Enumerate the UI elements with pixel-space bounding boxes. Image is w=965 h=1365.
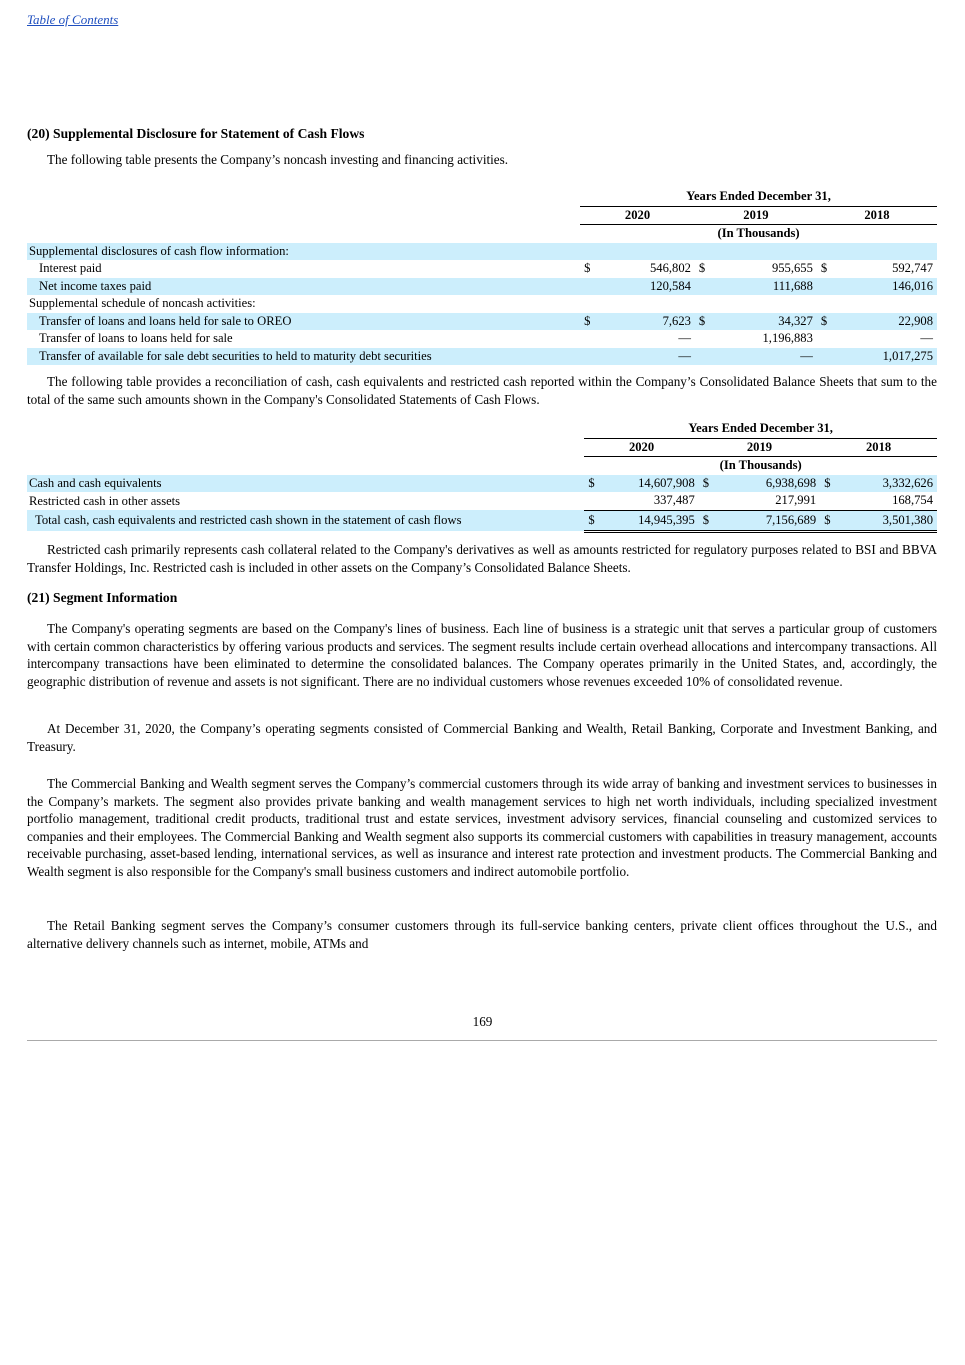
row-label: Interest paid xyxy=(39,261,102,276)
year-header-2020: 2020 xyxy=(580,206,695,225)
value-2019: 217,991 xyxy=(718,492,820,510)
row-label: Cash and cash equivalents xyxy=(27,475,584,493)
cash-reconciliation-table xyxy=(27,420,937,533)
currency-symbol: $ xyxy=(820,510,840,531)
table-row xyxy=(27,260,937,278)
period-header: Years Ended December 31, xyxy=(584,420,937,438)
units-label: (In Thousands) xyxy=(717,226,800,241)
value-2020: — xyxy=(600,348,695,366)
currency-symbol: $ xyxy=(820,261,828,276)
currency-symbol: $ xyxy=(699,475,719,493)
footer-divider xyxy=(27,1040,937,1041)
table-row xyxy=(27,330,937,348)
row-label: Transfer of loans and loans held for sale to OREO xyxy=(27,313,580,331)
total-row xyxy=(27,510,937,531)
segment-paragraph-2: At December 31, 2020, the Company’s operating segments consisted of Commercial Banking and Wealth, Retail Banking, Corporate and Investment Banking, and Treasury. xyxy=(27,721,937,754)
row-label: Net income taxes paid xyxy=(27,278,580,296)
restricted-cash-text: Restricted cash primarily represents cash collateral related to the Company's derivatives as well as amounts restricted for regulatory purposes related to BSI and BBVA Transfer Holdings, Inc. Restricted cash is included in other assets on the Company’s Consolidated Balance Sheets. xyxy=(27,542,937,575)
value-2018: — xyxy=(920,331,933,346)
row-label: Supplemental disclosures of cash flow information: xyxy=(27,243,580,261)
value-2020: 7,623 xyxy=(600,313,695,331)
table-row xyxy=(27,313,937,331)
table-row xyxy=(27,492,937,510)
table-row xyxy=(27,348,937,366)
noncash-activities-table xyxy=(27,188,937,365)
value-2019 xyxy=(715,243,817,261)
year-header-2019: 2019 xyxy=(695,206,817,225)
section-20-intro: The following table presents the Company’s noncash investing and financing activities. xyxy=(47,152,509,167)
currency-symbol: $ xyxy=(584,261,591,276)
currency-symbol: $ xyxy=(817,313,837,331)
total-2019: 7,156,689 xyxy=(718,510,820,531)
value-2020: 546,802 xyxy=(649,261,691,276)
table-row xyxy=(27,243,937,261)
currency-symbol: $ xyxy=(695,313,715,331)
value-2018: 22,908 xyxy=(837,313,937,331)
value-2020: — xyxy=(678,331,691,346)
units-label: (In Thousands) xyxy=(719,458,802,473)
currency-symbol: $ xyxy=(820,475,840,493)
value-2020 xyxy=(600,243,695,261)
value-2019: 6,938,698 xyxy=(718,475,820,493)
value-2018: 146,016 xyxy=(837,278,937,296)
page-number: 169 xyxy=(472,1014,493,1029)
value-2018: 592,747 xyxy=(892,261,933,276)
value-2020: 120,584 xyxy=(600,278,695,296)
value-2020 xyxy=(600,295,695,313)
currency-symbol: $ xyxy=(698,261,706,276)
year-header-2019: 2019 xyxy=(699,438,820,457)
currency-symbol: $ xyxy=(580,313,600,331)
section-21-title: (21) Segment Information xyxy=(27,590,178,605)
value-2018 xyxy=(837,243,937,261)
value-2019: 34,327 xyxy=(715,313,817,331)
value-2020: 337,487 xyxy=(604,492,699,510)
segment-paragraph-1: The Company's operating segments are based on the Company's lines of business. Each line of business is a strategic unit that serves a particular group of customers with certain common characteristics by offering various products and services. The segment results include certain overhead allocations and intercompany transactions. All intercompany transactions have been eliminated to determine the consolidated balances. The Company operates primarily in the United States, and, accordingly, the geographic distribution of revenue and assets is not significant. There are no individual customers whose revenues exceeded 10% of consolidated revenue. xyxy=(27,621,937,689)
value-2019: 111,688 xyxy=(715,278,817,296)
segment-paragraph-3: The Commercial Banking and Wealth segment serves the Company’s commercial customers through its wide array of banking and investment services to businesses in the Company’s markets. The segment also provides private banking and wealth management services to high net worth individuals, including specialized investment portfolio management, traditional credit products, traditional trust and estate services, investment advisory services, financial counseling and customized services to companies and their employees. The Commercial Banking and Wealth segment also supports its commercial customers with capabilities in treasury management, accounts receivable purchasing, asset-based lending, international services, as well as insurance and interest rate protection and investment products. The Commercial Banking and Wealth segment is also responsible for the Company's small business customers and indirect automobile portfolio. xyxy=(27,776,937,879)
table-row xyxy=(27,295,937,313)
value-2018: 1,017,275 xyxy=(837,348,937,366)
reconciliation-text: The following table provides a reconciliation of cash, cash equivalents and restricted cash reported within the Company’s Consolidated Balance Sheets that sum to the total of the same such amounts shown in the Company's Consolidated Statements of Cash Flows. xyxy=(27,374,937,407)
value-2018: 168,754 xyxy=(840,492,937,510)
year-header-2020: 2020 xyxy=(584,438,698,457)
total-label: Total cash, cash equivalents and restricted cash shown in the statement of cash flows xyxy=(27,510,584,531)
period-header: Years Ended December 31, xyxy=(580,188,937,206)
row-label: Transfer of loans to loans held for sale xyxy=(39,331,233,346)
currency-symbol: $ xyxy=(584,475,604,493)
value-2018 xyxy=(837,295,937,313)
row-label: Transfer of available for sale debt securities to held to maturity debt securities xyxy=(27,348,580,366)
row-label: Supplemental schedule of noncash activities: xyxy=(29,296,256,311)
table-row xyxy=(27,278,937,296)
table-of-contents-link[interactable]: Table of Contents xyxy=(27,12,119,27)
value-2019 xyxy=(715,295,817,313)
value-2020: 14,607,908 xyxy=(604,475,699,493)
total-2018: 3,501,380 xyxy=(840,510,937,531)
year-header-2018: 2018 xyxy=(817,206,937,225)
value-2019: 1,196,883 xyxy=(762,331,813,346)
row-label: Restricted cash in other assets xyxy=(29,493,181,508)
currency-symbol: $ xyxy=(699,510,719,531)
section-20-title: (20) Supplemental Disclosure for Statement of Cash Flows xyxy=(27,126,365,141)
value-2019: 955,655 xyxy=(771,261,813,276)
year-header-2018: 2018 xyxy=(820,438,937,457)
total-2020: 14,945,395 xyxy=(604,510,699,531)
table-row xyxy=(27,475,937,493)
value-2018: 3,332,626 xyxy=(840,475,937,493)
value-2019: — xyxy=(715,348,817,366)
segment-paragraph-4: The Retail Banking segment serves the Company’s consumer customers through its full-service banking centers, private client offices throughout the U.S., and alternative delivery channels such as internet, mobile, ATMs and xyxy=(27,918,937,951)
currency-symbol: $ xyxy=(584,510,604,531)
